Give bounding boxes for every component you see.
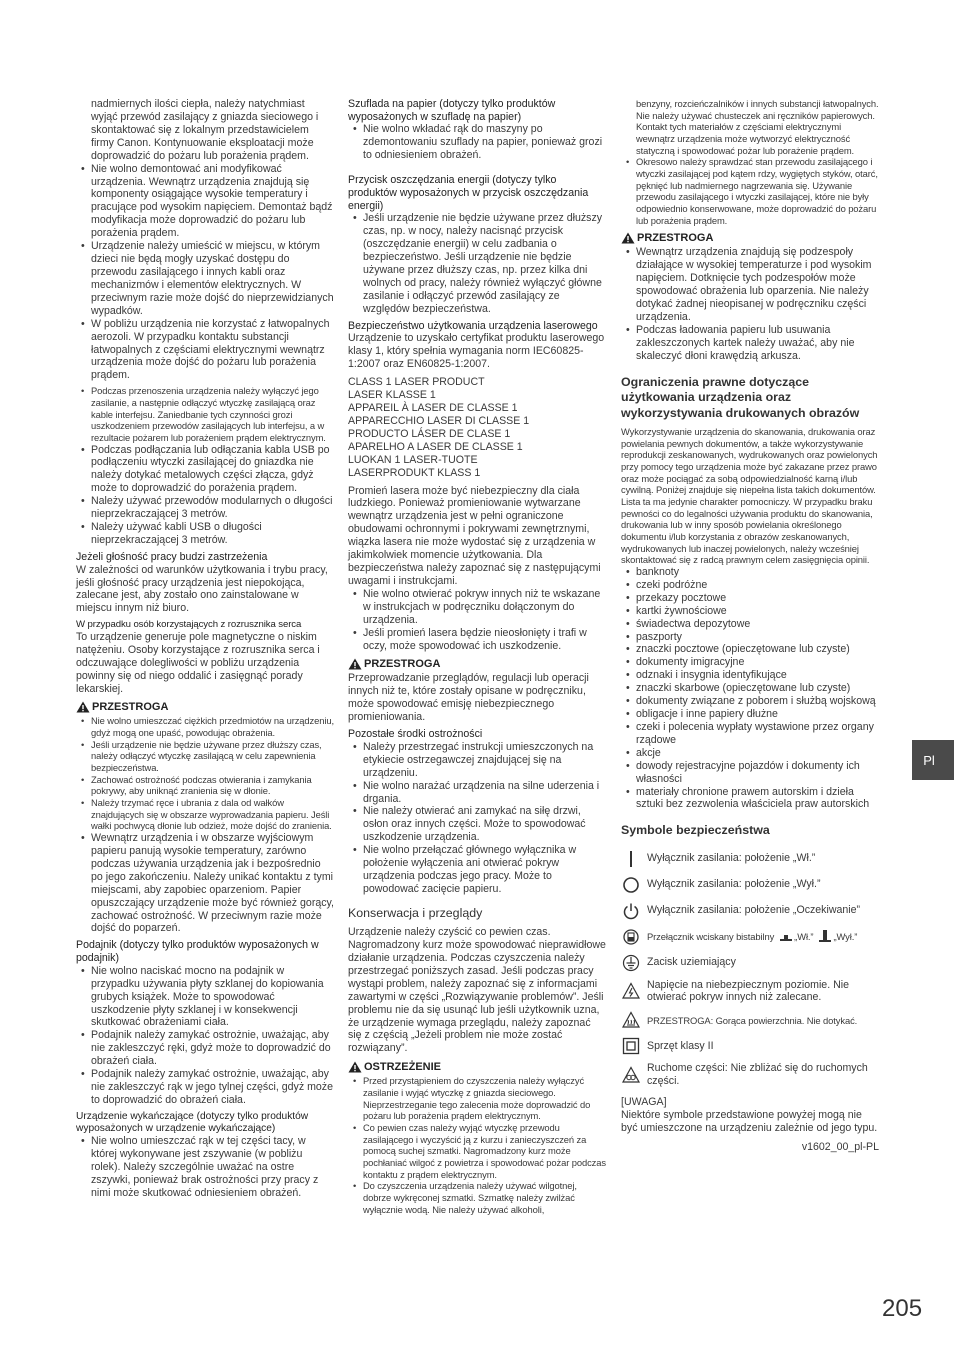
paragraph: To urządzenie generuje pole magnetyczne o niskim natężeniu. Osoby korzystające z rozrusznika serca i odczuwające dolegliwości w pobliżu urządzenia powinny się od niego oddalić i zasięgnąć porady lekarskiej. xyxy=(76,630,320,695)
list-item: • obligacje i inne papiery dłużne xyxy=(621,708,879,721)
warning-triangle-icon xyxy=(348,658,362,670)
laser-class-line: LASERPRODUKT KLASS 1 xyxy=(348,466,481,479)
list-item: • Nie wolno demontować ani modyfikować urządzenia. Wewnątrz urządzenia znajdują się komponenty osiągające wysokie temperatury i pracujące pod wysokim napięciem. Demontaż bądź modyfikacja może doprowadzić do pożaru lub porażenia prądem. xyxy=(76,163,334,241)
laser-class-line: APPARECCHIO LASER DI CLASSE 1 xyxy=(348,414,530,427)
section-title: Ograniczenia prawne dotyczące użytkowania urządzenia oraz wykorzystywania drukowanych obrazów xyxy=(621,374,860,420)
symbol-row xyxy=(621,953,879,973)
warning-triangle-icon xyxy=(76,701,90,713)
list-item: • Nie należy otwierać ani zamykać na siłę drzwi, osłon oraz innych części. Może to spowodować uszkodzenie urządzenia. xyxy=(348,805,606,844)
list-item: • Jeśli urządzenie nie będzie używane przez dłuższy czas, należy odłączyć wtyczkę zasilającą w celu zapewnienia bezpieczeństwa. xyxy=(76,739,334,774)
symbol-text: Wyłącznik zasilania: położenie „Oczekiwanie” xyxy=(647,904,861,917)
list-item: • Zachować ostrożność podczas otwierania i zamykania pokrywy, aby uniknąć zranienia się w dłonie. xyxy=(76,774,334,797)
note-text: Niektóre symbole przedstawione powyżej mogą nie być umieszczone na urządzeniu zależnie od jego typu. xyxy=(621,1109,878,1135)
laser-class-line: LUOKAN 1 LASER-TUOTE xyxy=(348,453,478,466)
paragraph: Wykorzystywanie urządzenia do skanowania, drukowania oraz powielania pewnych dokumentów, a także wykorzystywanie reprodukcji zeskanowanych, wydrukowanych oraz powielonych przy pomocy tego urządzenia może być zakazane przez prawo oraz może pociągać za sobą odpowiedzialność karną i/lub cywilną. Poniżej znajduje się niepełna lista takich dokumentów. Lista ta ma jedynie charakter pomocniczy. W przypadku braku pewności co do legalności używania produktu do skanowania, drukowania lub w inny sposób powielania określonego dokumentu i/lub korzystania z obrazów zeskanowanych, wydrukowanych lub inaczej powielonych, należy wcześniej skontaktować się z radcą prawnym celem zasięgnięcia opinii. xyxy=(621,426,878,566)
push-push-icon xyxy=(621,927,641,947)
warning-triangle-icon xyxy=(621,232,635,244)
bullet-list xyxy=(76,965,334,1107)
ground-icon xyxy=(621,953,641,973)
caution-label: PRZESTROGA xyxy=(637,232,714,245)
bullet-list xyxy=(348,588,606,653)
list-item: • Wewnątrz urządzenia i w obszarze wyjściowym papieru panują wysokie temperatury, zarówno podczas używania urządzenia jak i bezpośrednio po jego zakończeniu. Należy unikać kontaktu z tymi miejscami, aby zapobiec oparzeniom. Papier opuszczający urządzenie może być również gorący, zachować ostrożność. W przeciwnym razie może dojść do poparzeń. xyxy=(76,832,334,935)
list-item: • Co pewien czas należy wyjąć wtyczkę przewodu zasilającego i wyczyścić ją z kurzu i zanieczyszczeń za pomocą suchej szmatki. Nagromadzony kurz może pochłaniać wilgoć z powietrza i spowodować pożar podczas kontaktu z prądem elektrycznym. xyxy=(348,1122,606,1180)
list-item: • Należy używać przewodów modularnych o długości nieprzekraczającej 3 metrów. xyxy=(76,495,334,521)
warning-triangle-icon xyxy=(348,1061,362,1073)
list-item: • Jeśli urządzenie nie będzie używane przez dłuższy czas, np. w nocy, należy nacisnąć przycisk (oszczędzanie energii) w celu zadbania o bezpieczeństwo. Jeśli urządzenie nie będzie używane przez dłuższy czas, np. przez kilka dni wolnych od pracy, należy również wyłączyć główne zasilanie i odłączyć przewód zasilający ze względów bezpieczeństwa. xyxy=(348,212,606,315)
caution-heading xyxy=(348,658,606,670)
paragraph: nadmiernych ilości ciepła, należy natychmiast wyjąć przewód zasilający z gniazda sieciowego i skontaktować się z lokalnym przedstawicielem firmy Canon. Kontynuowanie eksploatacji może doprowadzić do pożaru lub porażenia prądem. xyxy=(91,98,319,162)
symbol-text: Wyłącznik zasilania: położenie „Wł.” xyxy=(647,852,816,865)
list-item: • W pobliżu urządzenia nie korzystać z łatwopalnych aerozoli. W przypadku kontaktu substancji łatwopalnych z częściami elektrycznymi wewnątrz urządzenia może dojść do pożaru lub porażenia prądem. xyxy=(76,318,334,383)
laser-class-line: PRODUCTO LÁSER DE CLASE 1 xyxy=(348,427,511,440)
paragraph: Urządzenie należy czyścić co pewien czas. Nagromadzony kurz może spowodować nieprawidłowe działanie urządzenia. Podczas czyszczenia należy przestrzegać poniższych zasad. Jeśli podczas pracy wystąpi problem, należy zapoznać się z informacjami zawartymi w części „Rozwiązywanie problemów”. Jeśli problemu nie da się usunąć lub jeśli użytkownik uzna, że urządzenie wymaga przeglądu, należy zapoznać się z częścią „Jeżeli problem nie może zostać rozwiązany”. xyxy=(348,926,606,1055)
symbol-text: „Wł.” xyxy=(794,930,814,942)
column-middle xyxy=(348,98,606,1218)
list-item: • materiały chronione prawem autorskim i dzieła sztuki bez zezwolenia właściciela praw autorskich xyxy=(621,786,879,812)
caution-heading xyxy=(76,701,334,713)
list-item: • Nie wolno wkładać rąk do maszyny po zdemontowaniu szuflady na papier, ponieważ grozi to odniesieniem obrażeń. xyxy=(348,123,606,162)
laser-class-line: APPAREIL À LASER DE CLASSE 1 xyxy=(348,401,518,414)
symbol-row xyxy=(621,875,879,895)
bullet-list xyxy=(76,444,334,547)
section-heading: Szuflada na papier (dotyczy tylko produktów wyposażonych w szufladę na papier) xyxy=(348,98,556,123)
laser-class-line: CLASS 1 LASER PRODUCT xyxy=(348,376,485,389)
symbol-text: Wyłącznik zasilania: położenie „Wył.” xyxy=(647,878,821,891)
symbol-row xyxy=(621,979,879,1005)
list-item: • paszporty xyxy=(621,631,879,644)
symbol-row xyxy=(621,901,879,921)
list-item: • odznaki i insygnia identyfikujące xyxy=(621,669,879,682)
symbol-row xyxy=(621,1010,879,1030)
warning-label: OSTRZEŻENIE xyxy=(364,1061,442,1074)
bullet-list xyxy=(76,385,334,443)
symbol-text: Przełącznik wciskany bistabilny xyxy=(647,930,775,942)
bullet-list xyxy=(76,163,334,383)
paragraph: Urządzenie to uzyskało certyfikat produktu laserowego klasy 1, który spełnia wymagania norm IEC60825-1:2007 oraz EN60825-1:2007. xyxy=(348,332,605,371)
language-tab: Pl xyxy=(912,740,954,780)
symbol-text: Sprzęt klasy II xyxy=(647,1039,714,1052)
section-heading: Przycisk oszczędzania energii (dotyczy tylko produktów wyposażonych w przycisk oszczędzania energii) xyxy=(348,174,589,212)
section-heading: Podajnik (dotyczy tylko produktów wyposażonych w podajnik) xyxy=(76,939,319,965)
list-item: • czeki i polecenia wypłaty wystawione przez organy rządowe xyxy=(621,721,879,747)
list-item: • Podczas podłączania lub odłączania kabla USB po podłączeniu wtyczki zasilającej do gniazdka nie należy dotykać metalowych części złącza, gdyż może to doprowadzić do porażenia prądem. xyxy=(76,444,334,496)
symbol-text: Zacisk uziemiający xyxy=(647,956,736,969)
standby-icon xyxy=(621,901,641,921)
list-item: • Jeśli promień lasera będzie nieosłonięty i trafi w oczy, może spowodować ich uszkodzenie. xyxy=(348,627,606,653)
power-on-icon xyxy=(621,849,641,869)
list-item: • Należy przestrzegać instrukcji umieszczonych na etykiecie ostrzegawczej znajdującej się na urządzeniu. xyxy=(348,741,606,780)
bullet-list xyxy=(76,1135,334,1200)
list-item: • Podajnik należy zamykać ostrożnie, uważając, aby nie zakleszczyć rąk w jego tylnej części, gdyż może to doprowadzić do obrażeń ciała. xyxy=(76,1068,334,1107)
power-off-icon xyxy=(621,875,641,895)
bullet-list xyxy=(348,123,606,162)
push-on-icon xyxy=(780,930,792,944)
paragraph: Przeprowadzanie przeglądów, regulacji lub operacji innych niż te, które zostały opisane w podręczniku, może spowodować emisję niebezpiecznego promieniowania. xyxy=(348,672,589,724)
list-item: • znaczki pocztowe (opieczętowane lub czyste) xyxy=(621,643,879,656)
list-item: • Podajnik należy zamykać ostrożnie, uważając, aby nie zakleszczyć ręki, gdyż może to doprowadzić do obrażeń ciała. xyxy=(76,1029,334,1068)
symbol-text: PRZESTROGA: Gorąca powierzchnia. Nie dotykać. xyxy=(647,1014,858,1026)
list-item: • Należy używać kabli USB o długości nieprzekraczającej 3 metrów. xyxy=(76,521,334,547)
list-item: • Należy trzymać ręce i ubrania z dala od wałków znajdujących się w obszarze wyprowadzania papieru. Jeśli wałki pochwycą dłonie lub odzież, może dojść do zranienia. xyxy=(76,797,334,832)
page-number: 205 xyxy=(882,1295,923,1322)
list-item: • dokumenty imigracyjne xyxy=(621,656,879,669)
version-label: v1602_00_pl-PL xyxy=(801,1140,879,1153)
laser-class-line: APARELHO A LASER DE CLASSE 1 xyxy=(348,440,523,453)
list-item: • kartki żywnościowe xyxy=(621,605,879,618)
bullet-list xyxy=(348,212,606,315)
section-heading: Pozostałe środki ostrożności xyxy=(348,728,483,741)
column-right xyxy=(621,98,879,1153)
bullet-list xyxy=(621,246,879,362)
list-item: • Nie wolno naciskać mocno na podajnik w przypadku używania płyty szklanej do kopiowania grubych książek. Może to spowodować uszkodzenie płyty szklanej i w konsekwencji skutkować obrażeniami ciała. xyxy=(76,965,334,1030)
list-item: • Urządzenie należy umieścić w miejscu, w którym dzieci nie będą mogły uzyskać dostępu do przewodu zasilającego i innych kabli oraz mechanizmów i elementów elektrycznych. W przeciwnym razie może dojść do nieprzewidzianych wypadków. xyxy=(76,240,334,318)
laser-class-line: LASER KLASSE 1 xyxy=(348,389,436,402)
list-item: • Przed przystąpieniem do czyszczenia należy wyłączyć zasilanie i wyjąć wtyczkę z gniazda sieciowego. Nieprzestrzeganie tego zalecenia może doprowadzić do pożaru lub porażenia prądem elektrycznym. xyxy=(348,1075,606,1122)
list-item: • czeki podróżne xyxy=(621,579,879,592)
list-item: • Podczas przenoszenia urządzenia należy wyłączyć jego zasilanie, a następnie odłączyć wtyczkę zasilającą oraz kable interfejsu. Zaniedbanie tych czynności grozi uszkodzeniem przewodów zasilających lub interfejsu, a w rezultacie pożarem lub porażeniem prądem elektrycznym. xyxy=(76,385,334,443)
moving-parts-icon xyxy=(621,1065,641,1085)
bullet-list xyxy=(621,566,879,812)
list-item: • Wewnątrz urządzenia znajdują się podzespoły działające w wysokiej temperaturze i pod wysokim napięciem. Dotknięcie tych podzespołów może spowodować obrażenia lub oparzenia. Nie należy dotykać żadnej nieopisanej w podręczniku części urządzenia. xyxy=(621,246,879,324)
list-item: • Nie wolno umieszczać rąk w tej części tacy, w której wykonywane jest zszywanie (w pobliżu rolek). Należy szczególnie uważać na ostre zszywki, ponieważ brak ostrożności przy pracy z nimi może skutkować odniesieniem obrażeń. xyxy=(76,1135,334,1200)
note-label: [UWAGA] xyxy=(621,1096,667,1109)
section-heading: Jeżeli głośność pracy budzi zastrzeżenia xyxy=(76,550,268,563)
list-item: • Nie wolno przełączać głównego wyłącznika w położenie wyłączenia ani otwierać pokryw urządzenia podczas jego pracy. Może to powodować zacięcie papieru. xyxy=(348,844,606,896)
list-item: • Okresowo należy sprawdzać stan przewodu zasilającego i wtyczki zasilającej pod kątem rdzy, wygiętych styków, otarć, pęknięć lub nadmiernego nagrzewania się. Używanie przewodu zasilającego i wtyczki zasilającej, które nie były odpowiednio konserwowane, może doprowadzić do pożaru lub porażenia prądem. xyxy=(621,156,879,226)
section-heading: W przypadku osób korzystających z rozrusznika serca xyxy=(76,619,302,631)
list-item: • dokumenty związane z poborem i służbą wojskową xyxy=(621,695,879,708)
list-item: • przekazy pocztowe xyxy=(621,592,879,605)
symbol-text: „Wył.” xyxy=(833,930,858,942)
bullet-list xyxy=(76,832,334,935)
warning-heading xyxy=(348,1061,606,1073)
symbol-row xyxy=(621,1062,879,1088)
caution-label: PRZESTROGA xyxy=(364,658,441,671)
symbol-text: Ruchome części: Nie zbliżać się do ruchomych części. xyxy=(647,1062,868,1088)
list-item: • Nie wolno umieszczać ciężkich przedmiotów na urządzeniu, gdyż mogą one upaść, powodując obrażenia. xyxy=(76,715,334,738)
column-left xyxy=(76,98,334,1203)
symbol-text: Napięcie na niebezpiecznym poziomie. Nie otwierać pokryw innych niż zalecane. xyxy=(647,978,849,1004)
high-voltage-icon xyxy=(621,981,641,1001)
laser-class-list xyxy=(348,376,606,479)
section-title: Symbole bezpieczeństwa xyxy=(621,823,770,838)
section-heading: Urządzenie wykańczające (dotyczy tylko produktów wyposażonych w urządzenie wykańczające) xyxy=(76,1110,309,1135)
paragraph: W zależności od warunków użytkowania i trybu pracy, jeśli głośność pracy urządzenia jest niepokojąca, zalecane jest, aby zostało ono zainstalowane w miejscu innym niż biuro. xyxy=(76,563,328,615)
symbol-row xyxy=(621,849,879,869)
caution-heading xyxy=(621,232,879,244)
push-off-icon xyxy=(819,929,831,945)
bullet-list xyxy=(76,715,334,832)
bullet-list xyxy=(348,1075,606,1215)
paragraph: benzyny, rozcieńczalników i innych substancji łatwopalnych. Nie należy używać chusteczek ani ręczników papierowych. Kontakt tych materiałów z częściami elektrycznymi wewnątrz urządzenia może wytworzyć elektryczność statyczną i spowodować pożar lub porażenie prądem. xyxy=(636,98,879,156)
list-item: • świadectwa depozytowe xyxy=(621,618,879,631)
list-item: • Do czyszczenia urządzenia należy używać wilgotnej, dobrze wykręconej szmatki. Szmatkę należy zwilżać wyłącznie wodą. Nie należy używać alkoholi, xyxy=(348,1180,606,1215)
list-item: • banknoty xyxy=(621,566,879,579)
symbol-row xyxy=(621,1036,879,1056)
bullet-list xyxy=(621,156,879,226)
caution-label: PRZESTROGA xyxy=(92,701,169,714)
class-ii-icon xyxy=(621,1036,641,1056)
list-item: • Podczas ładowania papieru lub usuwania zakleszczonych kartek należy uważać, aby nie skaleczyć dłoni krawędzią arkusza. xyxy=(621,324,879,363)
paragraph: Promień lasera może być niebezpieczny dla ciała ludzkiego. Ponieważ promieniowanie wytwarzane wewnątrz urządzenia jest w pełni ograniczone obudowami ochronnymi i pokrywami zewnętrznymi, wiązka lasera nie może wydostać się z urządzenia w jakimkolwiek momencie użytkowania. Dla bezpieczeństwa należy zapoznać się z następującymi uwagami i instrukcjami. xyxy=(348,484,601,587)
list-item: • akcje xyxy=(621,747,879,760)
section-title: Konserwacja i przeglądy xyxy=(348,905,483,920)
list-item: • znaczki skarbowe (opieczętowane lub czyste) xyxy=(621,682,879,695)
bullet-list xyxy=(348,741,606,896)
list-item: • Nie wolno otwierać pokryw innych niż te wskazane w instrukcjach w podręczniku dołączonym do urządzenia. xyxy=(348,588,606,627)
section-heading: Bezpieczeństwo użytkowania urządzenia laserowego xyxy=(348,319,598,332)
list-item: • Nie wolno narażać urządzenia na silne uderzenia i drgania. xyxy=(348,780,606,806)
symbol-row xyxy=(621,927,879,947)
list-item: • dowody rejestracyjne pojazdów i dokumenty ich własności xyxy=(621,760,879,786)
hot-surface-icon xyxy=(621,1010,641,1030)
